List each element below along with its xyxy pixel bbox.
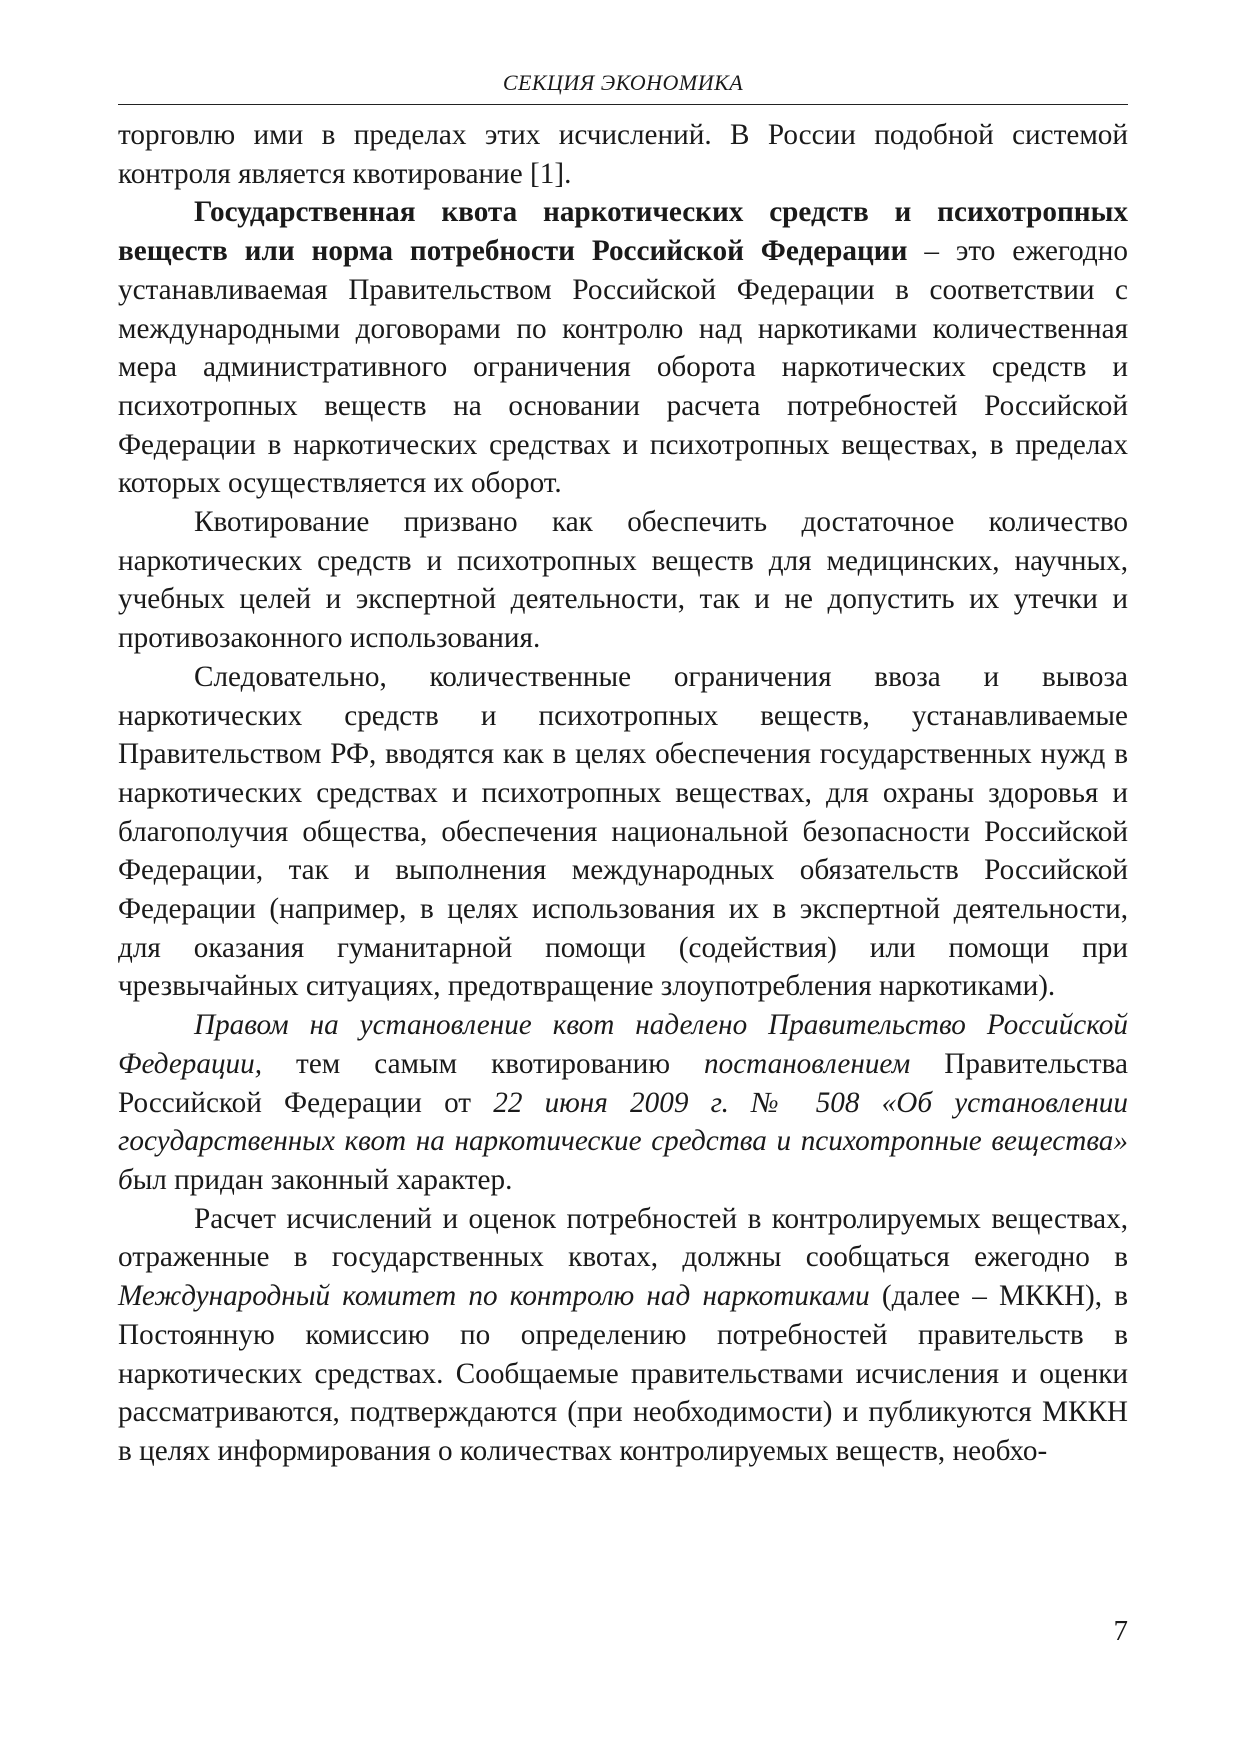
italic-run: 22 июня 2009 г. № 508 «Об установлении государственных квот на наркотические средства и психотропные вещества» б	[118, 1086, 1128, 1196]
text-run: (далее – МККН), в Постоянную комиссию по определению потребностей правительств в наркотических средствах. Сообщаемые правительствами исчисления и оценки рассматриваются, подтверждаются (при необходимости) и публикуются МККН в целях информирования о количествах контролируемых веществ, необхо-	[118, 1280, 1129, 1467]
text-run: торговлю ими в пределах этих исчислений. В России подобной системой контроля является квотирование [1].	[118, 119, 1128, 190]
text-run: Расчет исчислений и оценок потребностей в контролируемых веществах, отраженные в государственных квотах, должны сообщаться ежегодно в	[118, 1202, 1128, 1274]
text-run: Правительства Российской Федерации от	[118, 1047, 1128, 1119]
page-number: 7	[1113, 1615, 1128, 1647]
italic-run: Международный комитет по контролю над наркотиками	[118, 1280, 870, 1313]
paragraph-reporting	[118, 1200, 1128, 1471]
text-run: ыл придан законный характер.	[132, 1163, 513, 1196]
paragraph-legal-basis	[118, 1006, 1128, 1200]
bold-term: Государственная квота наркотических средств и психотропных веществ или норма потребности Российской Федерации	[118, 196, 1128, 268]
text-run: – это ежегодно устанавливаемая Правительством Российской Федерации в соответствии с международными договорами по контролю над наркотиками количественная мера административного ограничения оборота наркотических средств и психотропных веществ на основании расчета потребностей Российской Федерации в наркотических средствах и психотропных веществах, в пределах которых осуществляется их оборот.	[118, 235, 1128, 500]
paragraph-definition	[118, 193, 1128, 503]
italic-run: постановлением	[704, 1047, 911, 1080]
text-run: Квотирование призвано как обеспечить достаточное количество наркотических средств и психотропных веществ для медицинских, научных, учебных целей и экспертной деятельности, так и не допустить их утечки и противозаконного использования.	[118, 506, 1128, 655]
paragraph-restrictions	[118, 658, 1128, 1006]
body-text	[118, 116, 1128, 1471]
paragraph-continuation	[118, 116, 1128, 193]
header-rule	[118, 104, 1128, 105]
text-run: Следовательно, количественные ограничения ввоза и вывоза наркотических средств и психотропных веществ, устанавливаемые Правительством РФ, вводятся как в целях обеспечения государственных нужд в наркотических средствах и психотропных веществах, для охраны здоровья и благополучия общества, обеспечения национальной безопасности Российской Федерации, так и выполнения международных обязательств Российской Федерации (например, в целях использования их в экспертной деятельности, для оказания гуманитарной помощи (содействия) или помощи при чрезвычайных ситуациях, предотвращение злоупотребления наркотиками).	[118, 660, 1128, 1003]
paragraph-purpose	[118, 503, 1128, 658]
running-head: СЕКЦИЯ ЭКОНОМИКА	[502, 70, 744, 95]
text-run: тем самым квотированию	[262, 1047, 705, 1080]
italic-run: Правом на установление квот наделено Правительство Российской Федерации,	[118, 1009, 1128, 1080]
